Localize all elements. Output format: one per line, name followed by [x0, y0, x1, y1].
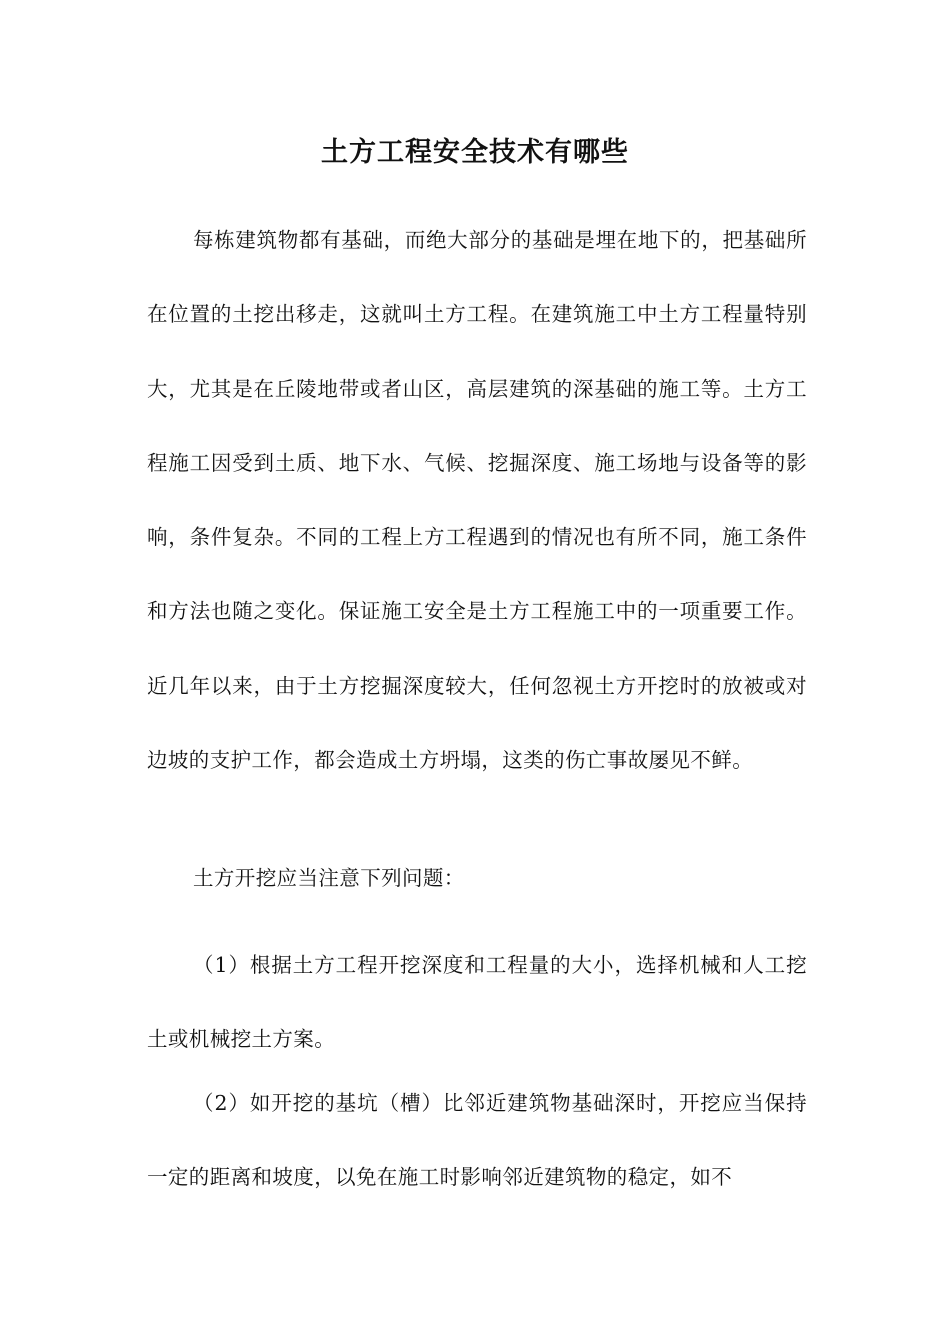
paragraph-text: （1）根据土方工程开挖深度和工程量的大小，选择机械和人工挖土或机械挖土方案。: [147, 953, 807, 1051]
paragraph-text: 每栋建筑物都有基础，而绝大部分的基础是埋在地下的，把基础所在位置的土挖出移走，这就叫土方工程。在建筑施工中土方工程量特别大，尤其是在丘陵地带或者山区，高层建筑的深基础的施工等。土方工程施工因受到土质、地下水、气候、挖掘深度、施工场地与设备等的影响，条件复杂。不同的工程上方工程遇到的情况也有所不同，施工条件和方法也随之变化。保证施工安全是土方工程施工中的一项重要工作。近几年以来，由于土方挖掘深度较大，任何忽视土方开挖时的放被或对边坡的支护工作，都会造成土方坍塌，这类的伤亡事故屡见不鲜。: [147, 228, 807, 773]
document-title: 土方工程安全技术有哪些: [321, 137, 629, 168]
paragraph-item-1: [147, 928, 807, 1076]
paragraph-text: 土方开挖应当注意下列问题：: [193, 866, 465, 890]
paragraph-item-2: [147, 1066, 807, 1214]
paragraph-heading: [147, 862, 807, 894]
paragraph-text: （2）如开挖的基坑（槽）比邻近建筑物基础深时，开挖应当保持一定的距离和坡度，以免在施工时影响邻近建筑物的稳定，如不: [147, 1091, 807, 1189]
paragraph-intro: [147, 203, 807, 797]
